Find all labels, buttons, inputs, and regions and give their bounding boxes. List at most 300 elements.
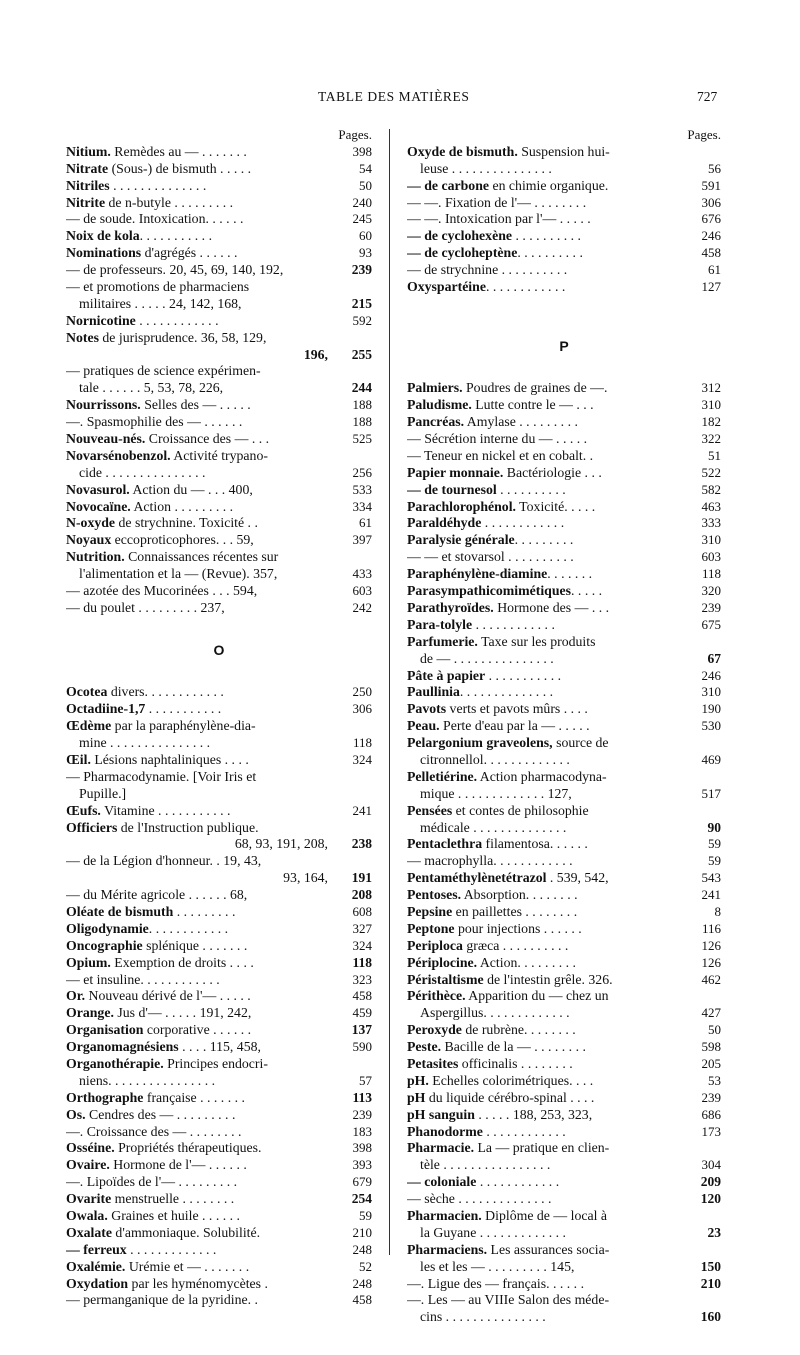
index-entry — [66, 1039, 372, 1056]
entry-text: les et les — . . . . . . . . . 145, — [420, 1258, 575, 1274]
entry-page: 59 — [359, 1208, 372, 1223]
column-divider — [389, 129, 390, 1255]
entry-page: 517 — [701, 785, 721, 801]
index-entry — [66, 465, 372, 482]
entry-text: 93, 164, — [283, 870, 328, 886]
entry-page: 120 — [700, 1191, 721, 1207]
entry-heading: Oligodynamie — [66, 920, 149, 936]
entry-text: Paralysie générale. . . . . . . . . — [407, 532, 574, 548]
index-entry — [407, 1056, 721, 1073]
index-entry — [66, 1208, 372, 1225]
entry-heading: — coloniale — [407, 1174, 477, 1190]
entry-page: 173 — [701, 1123, 721, 1139]
entry-page: 324 — [352, 751, 372, 767]
entry-heading: Œil. — [66, 751, 91, 767]
index-entry — [66, 1174, 372, 1191]
entry-heading: Pentaclethra — [407, 836, 483, 852]
index-entry — [66, 600, 372, 617]
index-entry — [66, 380, 372, 397]
entry-text: —. Spasmophilie des — . . . . . . — [66, 414, 243, 430]
entry-page: 150 — [700, 1258, 721, 1274]
index-entry — [66, 583, 372, 600]
entry-page: 598 — [701, 1039, 721, 1055]
entry-page: 188 — [352, 397, 372, 413]
index-entry — [407, 1276, 721, 1293]
entry-page: 238 — [351, 836, 372, 852]
entry-page: 312 — [701, 380, 721, 396]
index-entry — [407, 211, 721, 228]
entry-text: Ovarite menstruelle . . . . . . . . — [66, 1191, 235, 1207]
entry-page: 208 — [351, 887, 372, 903]
entry-page: 245 — [352, 211, 372, 227]
index-entry — [407, 1242, 721, 1259]
entry-page: 310 — [701, 532, 721, 548]
entry-text: Pentaclethra filamentosa. . . . . . — [407, 836, 588, 852]
index-entry — [66, 245, 372, 262]
index-entry — [66, 887, 372, 904]
entry-heading: Parathyroïdes. — [407, 599, 494, 615]
entry-text: Or. Nouveau dérivé de l'— . . . . . — [66, 988, 251, 1004]
index-entry — [66, 684, 372, 701]
index-entry — [407, 380, 721, 397]
entry-text: Peptone pour injections . . . . . . — [407, 920, 582, 936]
index-entry — [407, 414, 721, 431]
entry-page: 59 — [708, 853, 721, 869]
entry-text: Paraphénylène-diamine. . . . . . . — [407, 566, 593, 582]
entry-page: 522 — [701, 464, 721, 480]
entry-text: Parfumerie. Taxe sur les produits — [407, 633, 596, 649]
entry-text: mique . . . . . . . . . . . . . 127, — [420, 785, 572, 801]
index-entry — [407, 397, 721, 414]
entry-heading: pH sanguin — [407, 1106, 475, 1122]
entry-page: 61 — [708, 262, 721, 278]
entry-text: Aspergillus. . . . . . . . . . . . . — [420, 1005, 570, 1021]
entry-heading: Orange. — [66, 1005, 114, 1021]
entry-heading: Œdème — [66, 718, 112, 734]
index-entry — [66, 1022, 372, 1039]
entry-heading: Pavots — [407, 701, 447, 717]
entry-page: 191 — [351, 870, 372, 886]
entry-text: Pensées et contes de philosophie — [407, 802, 589, 818]
entry-page: 306 — [701, 194, 721, 210]
entry-text: Pharmacie. La — pratique en clien- — [407, 1140, 610, 1156]
spacer — [66, 617, 372, 634]
entry-page: 591 — [701, 177, 721, 193]
spacer — [407, 313, 721, 330]
index-entry — [66, 938, 372, 955]
entry-text: tale . . . . . . 5, 53, 78, 226, — [79, 380, 224, 396]
entry-text: Pelargonium graveolens, source de — [407, 735, 609, 751]
index-entry — [407, 583, 721, 600]
entry-page: 56 — [708, 160, 721, 176]
entry-text: Paraldéhyde . . . . . . . . . . . . — [407, 515, 565, 531]
index-entry — [66, 1124, 372, 1141]
index-entry — [66, 144, 372, 161]
entry-text: — sèche . . . . . . . . . . . . . . — [407, 1191, 552, 1207]
entry-text: Noix de kola. . . . . . . . . . . — [66, 228, 213, 244]
entry-heading: Périthèce. — [407, 988, 466, 1004]
entry-text: — de cycloheptène. . . . . . . . . . — [407, 245, 583, 261]
entry-text: — —. Intoxication par l'— . . . . . — [407, 211, 591, 227]
index-entry — [66, 549, 372, 566]
entry-text: Nitium. Remèdes au — . . . . . . . — [66, 143, 247, 159]
entry-text: Pentaméthylènetétrazol . 539, 542, — [407, 870, 609, 886]
entry-text: Oxalate d'ammoniaque. Solubilité. — [66, 1224, 261, 1240]
entry-page: 8 — [714, 903, 721, 919]
index-entry — [66, 414, 372, 431]
entry-page: 53 — [708, 1072, 721, 1088]
entry-text: — ferreux . . . . . . . . . . . . . — [66, 1241, 217, 1257]
entry-heading: Notes — [66, 329, 99, 345]
entry-heading: — de cycloheptène — [407, 245, 518, 261]
index-entry — [66, 718, 372, 735]
entry-page: 469 — [701, 751, 721, 767]
entry-page: 530 — [701, 718, 721, 734]
entry-page: 543 — [701, 870, 721, 886]
section-letter: O — [213, 641, 225, 658]
entry-text: N-oxyde de strychnine. Toxicité . . — [66, 515, 258, 531]
entry-text: Nominations d'agrégés . . . . . . — [66, 245, 238, 261]
entry-text: — de la Légion d'honneur. . 19, 43, — [66, 853, 262, 869]
entry-text: la Guyane . . . . . . . . . . . . . — [420, 1224, 566, 1240]
index-entry — [407, 988, 721, 1005]
entry-page: 462 — [701, 971, 721, 987]
index-entry — [66, 836, 372, 853]
entry-text: Paludisme. Lutte contre le — . . . — [407, 397, 594, 413]
entry-heading: Orthographe — [66, 1089, 144, 1105]
entry-heading: Pancréas. — [407, 414, 465, 430]
index-entry — [407, 786, 721, 803]
entry-text: —. Croissance des — . . . . . . . . — [66, 1123, 242, 1139]
entry-text: Nutrition. Connaissances récentes sur — [66, 549, 279, 565]
entry-page: 324 — [352, 937, 372, 953]
entry-page: 608 — [352, 903, 372, 919]
entry-heading: Organothérapie. — [66, 1055, 164, 1071]
entry-text: — du Mérite agricole . . . . . . 68, — [66, 887, 248, 903]
entry-page: 248 — [352, 1275, 372, 1291]
entry-page: 603 — [701, 549, 721, 565]
entry-text: Nouveau-nés. Croissance des — . . . — [66, 431, 270, 447]
entry-text: — pratiques de science expérimen- — [66, 363, 261, 379]
index-entry — [66, 262, 372, 279]
entry-heading: Ocotea — [66, 684, 108, 700]
index-entry — [407, 921, 721, 938]
pages-label: Pages. — [687, 127, 721, 142]
entry-heading: Octadiine-1,7 — [66, 701, 146, 717]
entry-text: Peau. Perte d'eau par la — . . . . . — [407, 718, 590, 734]
index-entry — [66, 1005, 372, 1022]
entry-text: — et promotions de pharmaciens — [66, 279, 250, 294]
entry-text: Novarsénobenzol. Activité trypano- — [66, 447, 268, 463]
index-entry — [407, 431, 721, 448]
index-entry — [66, 955, 372, 972]
entry-page: 113 — [352, 1089, 372, 1105]
entry-page: 675 — [701, 616, 721, 632]
entry-text: Noyaux eccoproticophores. . . 59, — [66, 532, 254, 548]
entry-page: 118 — [701, 566, 721, 582]
entry-heading: Palmiers. — [407, 380, 463, 396]
index-entry — [66, 1107, 372, 1124]
entry-text: Pentoses. Absorption. . . . . . . . — [407, 887, 578, 903]
entry-page: 93 — [359, 245, 372, 261]
entry-text: Oxyspartéine. . . . . . . . . . . . — [407, 279, 566, 294]
entry-page: 322 — [701, 431, 721, 447]
entry-page: 51 — [708, 447, 721, 463]
index-entry — [66, 515, 372, 532]
entry-heading: Paraldéhyde — [407, 515, 482, 531]
index-entry — [407, 516, 721, 533]
index-entry — [66, 195, 372, 212]
entry-page: 250 — [352, 684, 372, 700]
entry-page: 239 — [351, 262, 372, 278]
entry-text: Owala. Graines et huile . . . . . . — [66, 1208, 240, 1223]
entry-text: tèle . . . . . . . . . . . . . . . . — [420, 1157, 551, 1173]
entry-page: 686 — [701, 1106, 721, 1122]
entry-text: — de carbone en chimie organique. — [407, 177, 609, 193]
entry-heading: Nornicotine — [66, 312, 136, 328]
entry-text: Orange. Jus d'— . . . . . 191, 242, — [66, 1005, 252, 1021]
entry-page: 61 — [359, 515, 372, 531]
entry-page: 398 — [352, 143, 372, 159]
index-entry — [66, 820, 372, 837]
entry-heading: Noyaux — [66, 532, 112, 548]
entry-heading: Oxydation — [66, 1275, 129, 1291]
index-entry — [407, 617, 721, 634]
index-entry — [407, 245, 721, 262]
entry-page: 240 — [352, 194, 372, 210]
entry-text: Pharmacien. Diplôme de — local à — [407, 1208, 608, 1223]
entry-heading: Nutrition. — [66, 549, 125, 565]
entry-page: 327 — [352, 920, 372, 936]
entry-heading: Nitrite — [66, 194, 106, 210]
index-entry — [407, 448, 721, 465]
entry-page: 183 — [352, 1123, 372, 1139]
index-entry — [407, 718, 721, 735]
index-entry — [66, 1157, 372, 1174]
entry-text: — de tournesol . . . . . . . . . . — [407, 481, 566, 497]
index-entry — [66, 921, 372, 938]
entry-heading: Parasympathicomimétiques — [407, 583, 572, 599]
entry-page: 127 — [701, 279, 721, 294]
entry-page: 463 — [701, 498, 721, 514]
entry-heading: Péristaltisme — [407, 971, 484, 987]
entry-text: citronnellol. . . . . . . . . . . . . — [420, 751, 570, 767]
entry-page: 239 — [701, 599, 721, 615]
entry-text: Oncographie splénique . . . . . . . — [66, 937, 248, 953]
entry-text: Péristaltisme de l'intestin grêle. 326. — [407, 971, 613, 987]
entry-text: Opium. Exemption de droits . . . . — [66, 954, 254, 970]
entry-page: 59 — [708, 836, 721, 852]
entry-heading: Oxalate — [66, 1224, 112, 1240]
entry-text: cide . . . . . . . . . . . . . . . — [79, 464, 206, 480]
entry-heading: Nitrate — [66, 160, 109, 176]
entry-text: — Pharmacodynamie. [Voir Iris et — [66, 768, 257, 784]
entry-page: 679 — [352, 1174, 372, 1190]
index-entry — [407, 1191, 721, 1208]
entry-heading: Novasurol. — [66, 481, 130, 497]
index-entry — [407, 1022, 721, 1039]
entry-heading: Periploca — [407, 937, 463, 953]
index-entry — [66, 431, 372, 448]
entry-heading: Ovarite — [66, 1191, 112, 1207]
entry-heading: N-oxyde — [66, 515, 116, 531]
index-entry — [407, 972, 721, 989]
index-entry — [407, 262, 721, 279]
entry-page: 242 — [352, 599, 372, 615]
entry-text: Nornicotine . . . . . . . . . . . . — [66, 312, 219, 328]
entry-heading: Peptone — [407, 920, 455, 936]
index-entry — [66, 161, 372, 178]
entry-heading: Pensées — [407, 802, 453, 818]
entry-heading: Petasites — [407, 1055, 459, 1071]
entry-text: Officiers de l'Instruction publique. — [66, 819, 259, 835]
entry-heading: Pentaméthylènetétrazol — [407, 870, 547, 886]
index-entry — [407, 1174, 721, 1191]
entry-text: Pepsine en paillettes . . . . . . . . — [407, 903, 578, 919]
entry-text: Ocotea divers. . . . . . . . . . . . — [66, 684, 224, 700]
index-entry — [66, 1056, 372, 1073]
entry-text: Ovaire. Hormone de l'— . . . . . . — [66, 1157, 247, 1173]
entry-heading: Organisation — [66, 1022, 144, 1038]
entry-page: 54 — [359, 160, 372, 176]
index-entry — [66, 499, 372, 516]
entry-page: 57 — [359, 1072, 372, 1088]
entry-heading: Pharmacien. — [407, 1208, 482, 1223]
index-entry — [407, 279, 721, 296]
entry-heading: Périplocine. — [407, 954, 478, 970]
entry-heading: Para-tolyle — [407, 616, 473, 632]
entry-heading: Pharmacie. — [407, 1140, 475, 1156]
entry-page: 676 — [701, 211, 721, 227]
index-entry — [407, 1140, 721, 1157]
entry-heading: Oléate de bismuth — [66, 903, 174, 919]
index-entry — [66, 397, 372, 414]
entry-page: 210 — [700, 1275, 721, 1291]
index-entry — [66, 363, 372, 380]
entry-page: 393 — [352, 1157, 372, 1173]
index-entry — [66, 786, 372, 803]
spacer — [407, 296, 721, 313]
entry-heading: Oncographie — [66, 937, 143, 953]
entry-text: —. Les — au VIIIe Salon des méde- — [407, 1292, 610, 1308]
entry-page: 239 — [352, 1106, 372, 1122]
entry-text: Organomagnésiens . . . . 115, 458, — [66, 1039, 261, 1055]
index-entry — [407, 735, 721, 752]
entry-text: Novasurol. Action du — . . . 400, — [66, 481, 253, 497]
entry-text: Osséine. Propriétés thérapeutiques. — [66, 1140, 262, 1156]
index-entry — [407, 178, 721, 195]
entry-heading: Or. — [66, 988, 86, 1004]
index-entry — [66, 735, 372, 752]
entry-text: — et insuline. . . . . . . . . . . . — [66, 971, 220, 987]
entry-page: 323 — [352, 971, 372, 987]
entry-page: 205 — [701, 1055, 721, 1071]
entry-text: Parathyroïdes. Hormone des — . . . — [407, 599, 610, 615]
running-title: TABLE DES MATIÈRES — [318, 89, 470, 104]
index-entry — [407, 532, 721, 549]
entry-text: militaires . . . . . 24, 142, 168, — [79, 295, 242, 311]
entry-heading: Oxalémie. — [66, 1258, 126, 1274]
entry-heading: Owala. — [66, 1208, 108, 1223]
pages-label: Pages. — [338, 127, 372, 142]
entry-heading: Nourrissons. — [66, 397, 141, 413]
entry-text: Nitriles . . . . . . . . . . . . . . — [66, 177, 207, 193]
entry-page: 246 — [701, 228, 721, 244]
entry-heading: Pelargonium graveolens, — [407, 735, 553, 751]
entry-page: 50 — [359, 177, 372, 193]
entry-page: 459 — [352, 1005, 372, 1021]
entry-text: leuse . . . . . . . . . . . . . . . — [420, 160, 552, 176]
entry-text: —. Lipoïdes de l'— . . . . . . . . . — [66, 1174, 238, 1190]
entry-text: Notes de jurisprudence. 36, 58, 129, — [66, 329, 267, 345]
entry-text: Paullinia. . . . . . . . . . . . . . — [407, 684, 554, 700]
index-entry — [66, 566, 372, 583]
entry-heading: — de tournesol — [407, 481, 497, 497]
entry-heading: Opium. — [66, 954, 111, 970]
entry-text: Oxalémie. Urémie et — . . . . . . . — [66, 1258, 250, 1274]
index-entry — [407, 668, 721, 685]
index-entry — [407, 904, 721, 921]
entry-page: 244 — [351, 380, 372, 396]
index-entry — [407, 955, 721, 972]
entry-heading: Nitriles — [66, 177, 110, 193]
entry-page: 320 — [701, 583, 721, 599]
entry-page: 458 — [701, 245, 721, 261]
index-entry — [66, 1242, 372, 1259]
index-entry — [66, 853, 372, 870]
index-entry — [66, 701, 372, 718]
entry-heading: Os. — [66, 1106, 86, 1122]
entry-text: — coloniale . . . . . . . . . . . . — [407, 1174, 560, 1190]
entry-page: 334 — [352, 498, 372, 514]
entry-heading: Paludisme. — [407, 397, 472, 413]
entry-page: 241 — [352, 802, 372, 818]
entry-page: 90 — [707, 819, 721, 835]
entry-page: 310 — [701, 684, 721, 700]
entry-text: Organisation corporative . . . . . . — [66, 1022, 252, 1038]
entry-page: 333 — [701, 515, 721, 531]
entry-text: Novocaïne. Action . . . . . . . . . — [66, 498, 234, 514]
entry-heading: Pelletiérine. — [407, 768, 478, 784]
entry-text: pH. Echelles colorimétriques. . . . — [407, 1072, 594, 1088]
entry-text: Pelletiérine. Action pharmacodyna- — [407, 768, 607, 784]
entry-text: Pancréas. Amylase . . . . . . . . . — [407, 414, 578, 430]
index-entry — [407, 1292, 721, 1309]
index-entry — [407, 195, 721, 212]
entry-heading: — de cyclohexène — [407, 228, 512, 244]
entry-page: 246 — [701, 667, 721, 683]
entry-text: — de strychnine . . . . . . . . . . — [407, 262, 568, 278]
entry-heading: Peau. — [407, 718, 440, 734]
entry-text: Œdème par la paraphénylène-dia- — [66, 718, 256, 734]
index-entry — [66, 1073, 372, 1090]
index-entry — [66, 313, 372, 330]
index-entry — [66, 988, 372, 1005]
entry-text: — du poulet . . . . . . . . . 237, — [66, 599, 225, 615]
index-entry — [407, 1208, 721, 1225]
index-entry — [66, 1225, 372, 1242]
index-entry — [407, 870, 721, 887]
entry-text: Pupille.] — [79, 785, 127, 801]
entry-page: 67 — [707, 650, 721, 666]
entry-heading: Pentoses. — [407, 887, 462, 903]
entry-heading: Pharmaciens. — [407, 1241, 488, 1257]
index-entry — [407, 887, 721, 904]
entry-text: — —. Fixation de l'— . . . . . . . . — [407, 194, 587, 210]
entry-page: 397 — [352, 532, 372, 548]
entry-page: 182 — [701, 414, 721, 430]
index-entry — [66, 1276, 372, 1293]
